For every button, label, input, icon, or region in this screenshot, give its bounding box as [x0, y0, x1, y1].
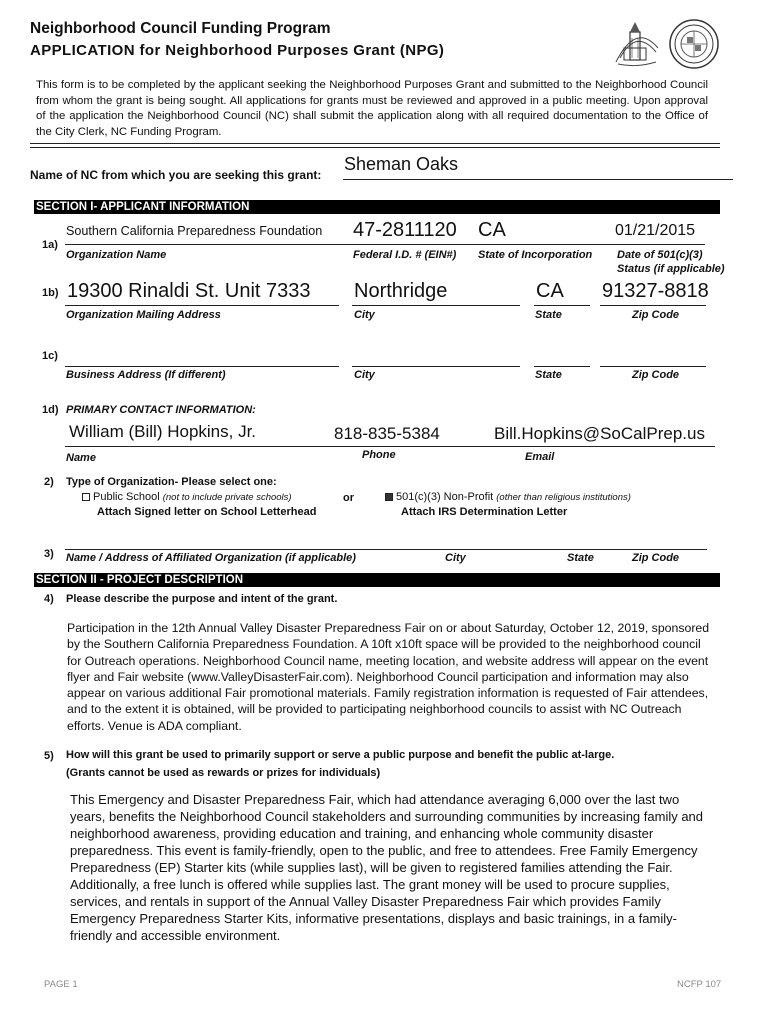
- affiliated-zip-label: Zip Code: [632, 552, 680, 564]
- org-type-heading: Type of Organization- Please select one:: [66, 476, 277, 488]
- public-school-option[interactable]: [82, 491, 292, 503]
- q1a-line: [65, 244, 705, 245]
- mailing-address-label: Organization Mailing Address: [66, 309, 221, 321]
- page-number: PAGE 1: [44, 979, 78, 990]
- nonprofit-checkbox[interactable]: [385, 493, 393, 501]
- nonprofit-option[interactable]: [385, 491, 631, 503]
- q1b-zip-line: [600, 305, 706, 306]
- public-school-label: Public School: [93, 491, 160, 503]
- business-address-field[interactable]: [65, 366, 339, 367]
- state-field[interactable]: CA: [536, 280, 564, 302]
- ein-field[interactable]: 47-2811120: [353, 219, 457, 241]
- mailing-address-field[interactable]: 19300 Rinaldi St. Unit 7333: [67, 280, 311, 302]
- form-id: NCFP 107: [677, 979, 722, 990]
- contact-phone-label: Phone: [362, 449, 396, 461]
- q1b-state-line: [534, 305, 590, 306]
- form-subtitle: APPLICATION for Neighborhood Purposes Grant (NPG): [30, 42, 445, 59]
- date-501c3-field[interactable]: 01/21/2015: [615, 222, 696, 239]
- state-label: State: [535, 309, 562, 321]
- public-school-instruction: Attach Signed letter on School Letterhead: [97, 506, 317, 518]
- affiliated-state-label: State: [567, 552, 594, 564]
- public-school-note: (not to include private schools): [162, 492, 292, 503]
- section1-header: SECTION I- APPLICANT INFORMATION: [34, 200, 720, 214]
- nc-name-line: [343, 179, 733, 180]
- public-school-checkbox[interactable]: [82, 493, 90, 501]
- q4-number: 4): [44, 593, 54, 605]
- org-name-label: Organization Name: [66, 249, 167, 261]
- business-zip-label: Zip Code: [632, 369, 680, 381]
- q1d-line: [65, 446, 715, 447]
- ein-label: Federal I.D. # (EIN#): [353, 249, 457, 261]
- q5-number: 5): [44, 750, 54, 762]
- state-inc-label: State of Incorporation: [478, 249, 593, 261]
- header-divider: [30, 147, 720, 148]
- city-hall-logo: [610, 18, 662, 70]
- q1c-number: 1c): [42, 350, 58, 362]
- q4-label: Please describe the purpose and intent of the grant.: [66, 593, 338, 605]
- q1d-number: 1d): [42, 404, 59, 416]
- primary-contact-heading: PRIMARY CONTACT INFORMATION:: [66, 404, 256, 416]
- city-seal-logo: [668, 18, 720, 70]
- affiliated-city-label: City: [445, 552, 466, 564]
- nc-name-label: Name of NC from which you are seeking this grant:: [30, 168, 322, 182]
- q3-number: 3): [44, 548, 54, 560]
- city-label: City: [354, 309, 375, 321]
- business-city-label: City: [354, 369, 375, 381]
- q1b-city-line: [352, 305, 520, 306]
- nonprofit-instruction: Attach IRS Determination Letter: [401, 506, 568, 518]
- business-zip-field[interactable]: [600, 366, 706, 367]
- q5-label: How will this grant be used to primarily support or serve a public purpose and benefit the public at-large.: [66, 749, 615, 761]
- form-title: Neighborhood Council Funding Program: [30, 20, 331, 37]
- nonprofit-label: 501(c)(3) Non-Profit: [396, 491, 494, 503]
- affiliated-org-label: Name / Address of Affiliated Organization (if applicable): [66, 552, 356, 564]
- business-state-field[interactable]: [534, 366, 590, 367]
- contact-email-field[interactable]: Bill.Hopkins@SoCalPrep.us: [494, 424, 705, 443]
- q4-answer-field[interactable]: Participation in the 12th Annual Valley Disaster Preparedness Fair on or about Saturday, October 12, 2019, sponsored by the Southern California Preparedness Foundation. A 10ft x10ft space will be provided to the neighborhood council for Outreach operations. Neighborhood Council name, meeting location, and website address will appear on the event flyer and Fair website (www.ValleyDisasterFair.com). Neighborhood Council participation and information may also appear on various additional Fair promotional materials. Family registration information is requested of Fair attendees, and to the extent it is obtained, will be provided to participating neighborhood councils to assist with NC Outreach efforts. Venue is ADA compliant.: [67, 621, 710, 733]
- city-field[interactable]: Northridge: [354, 280, 448, 302]
- intro-text: This form is to be completed by the applicant seeking the Neighborhood Purposes Grant and submitted to the Neighborhood Council from whom the grant is being sought. All applications for grants must be reviewed and approved in a public meeting. Upon approval of the application the Neighborhood Council (NC) shall submit the application along with all required documentation to the Office of the City Clerk, NC Funding Program.: [36, 79, 708, 138]
- zip-label: Zip Code: [632, 309, 680, 321]
- org-name-field[interactable]: Southern California Preparedness Foundation: [66, 224, 323, 238]
- q1a-number: 1a): [42, 239, 58, 251]
- q2-number: 2): [44, 476, 54, 488]
- q5-answer-field[interactable]: This Emergency and Disaster Preparedness Fair, which had attendance averaging 6,000 over the last two years, benefits the Neighborhood Council stakeholders and surrounding communities by increasing family and neighborhood awareness, providing education and training, and enhancing whole community disaster preparedness. This event is family-friendly, open to the public, and free to attendees. Free Family Emergency Preparedness (EP) Starter kits (while supplies last), will be given to registered families attending the Fair. Additionally, a free lunch is offered while supplies last. The grant money will be used to procure supplies, services, and rentals in support of the Annual Valley Disaster Preparedness Fair which provides Family Emergency Preparedness Starter Kits, informative presentations, displays and basic trainings, in a family-friendly and accessible environment.: [70, 792, 704, 943]
- contact-email-label: Email: [525, 451, 555, 463]
- date-501c3-label-2: Status (if applicable): [617, 263, 725, 275]
- nc-name-field[interactable]: Sheman Oaks: [344, 154, 459, 174]
- state-inc-field[interactable]: CA: [478, 219, 506, 241]
- section2-header: SECTION II - PROJECT DESCRIPTION: [34, 573, 720, 587]
- date-501c3-label: Date of 501(c)(3): [617, 249, 703, 261]
- contact-name-label: Name: [66, 452, 96, 464]
- q5-label-note: (Grants cannot be used as rewards or prizes for individuals): [66, 767, 381, 779]
- q1b-number: 1b): [42, 287, 59, 299]
- or-text: or: [343, 492, 354, 504]
- nonprofit-note: (other than religious institutions): [496, 492, 631, 503]
- header-divider: [30, 143, 720, 144]
- q1b-address-line: [65, 305, 339, 306]
- contact-name-field[interactable]: William (Bill) Hopkins, Jr.: [69, 422, 257, 441]
- business-address-label: Business Address (If different): [66, 369, 226, 381]
- affiliated-org-field[interactable]: [65, 549, 707, 550]
- business-city-field[interactable]: [352, 366, 520, 367]
- contact-phone-field[interactable]: 818-835-5384: [334, 424, 440, 443]
- zip-field[interactable]: 91327-8818: [602, 280, 709, 302]
- business-state-label: State: [535, 369, 562, 381]
